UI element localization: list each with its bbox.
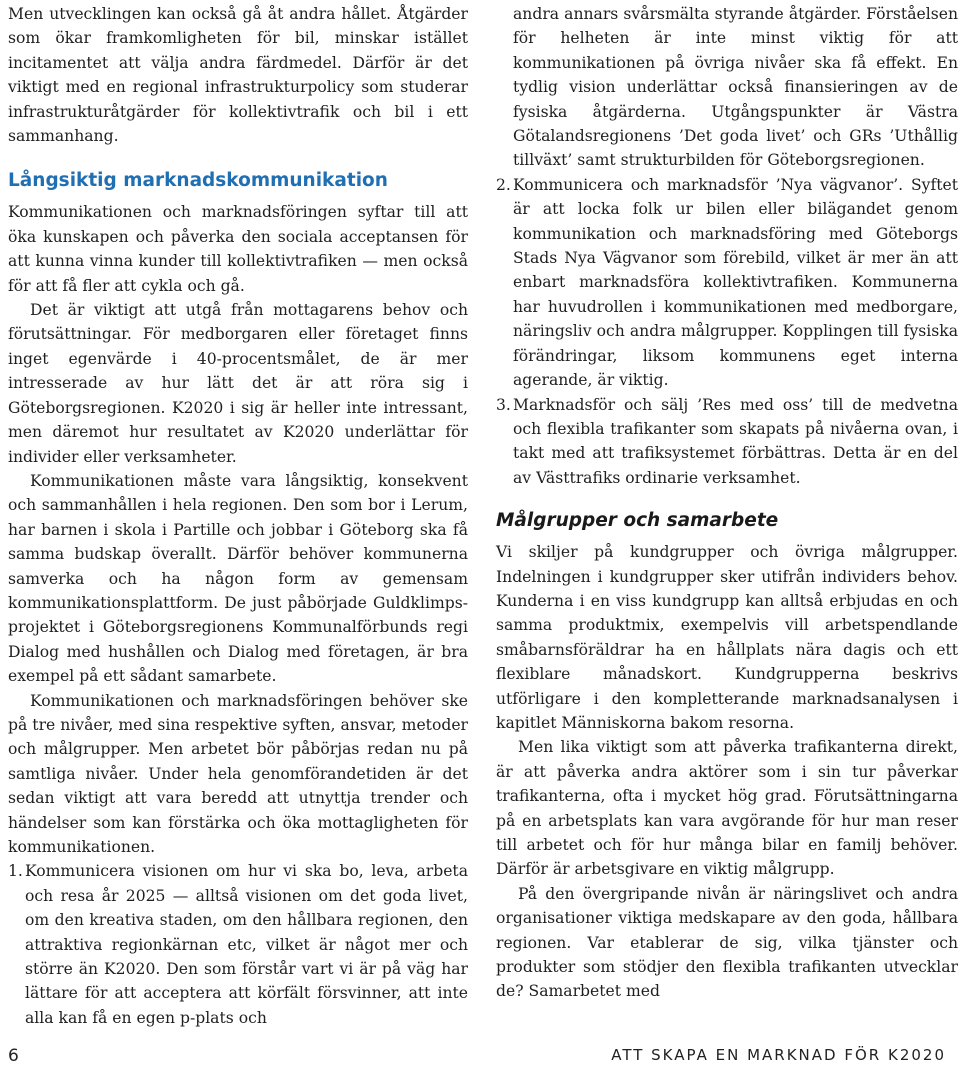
body-paragraph: Men lika viktigt som att påverka trafikanterna direkt, är att påverka andra aktörer som i sin tur påverkar trafikanterna, ofta i mycket hög grad. Förutsättningarna på en arbetsplats kan vara avgörande för hur man reser till arbetet och för hur många bilar en familj behöver. Därför är arbetsgivare en viktig målgrupp. bbox=[496, 738, 958, 879]
body-paragraph: Kommunikationen och marknadsföringen behöver ske på tre nivåer, med sina respektive syften, ansvar, metoder och målgrupper. Men arbetet bör påbörjas redan nu på samtliga nivåer. Under hela genomförandetiden är det sedan viktigt att vara beredd att utnyttja trender och händelser som kan förstärka och öka mottagligheten för kommunikationen. bbox=[8, 691, 468, 856]
running-title: ATT SKAPA EN MARKNAD FÖR K2020 bbox=[611, 1046, 946, 1064]
body-paragraph: Vi skiljer på kundgrupper och övriga målgrupper. Indelningen i kundgrupper sker utifrån individers behov. Kunderna i en viss kundgrupp kan alltså erbjudas en och samma produktmix, exempelvis vill arbetspendlande småbarnsföräldrar ha en hållplats nära dagis och ett flexiblare månadskort. Kundgrupperna beskrivs utförligare i den kompletterande marknadsanalysen i kapitlet Människorna bakom resorna. bbox=[496, 543, 958, 732]
left-column bbox=[8, 2, 468, 1030]
list-item-number: 3. bbox=[496, 395, 511, 414]
body-paragraph: Kommunikationen och marknadsföringen syftar till att öka kunskapen och påverka den sociala acceptansen för att kunna vinna kunder till kollektivtrafiken — men också för att få fler att cykla och gå. bbox=[8, 203, 468, 295]
right-column bbox=[496, 2, 958, 1004]
list-item-text: Marknadsför och sälj ’Res med oss’ till de medvetna och flexibla trafikanter som skapats på nivåerna ovan, i takt med att trafiksystemet förbättras. Detta är en del av Västtrafiks ordinarie verksamhet. bbox=[513, 395, 958, 487]
list-item bbox=[496, 393, 958, 491]
list-item-text: Kommunicera och marknadsför ’Nya vägvanor’. Syftet är att locka folk ur bilen eller bilägandet genom kommunikation och marknadsföring med Göteborgs Stads Nya Vägvanor som förebild, vilket är mer än att enbart marknadsföra kollektivtrafiken. Kommunerna har huvudrollen i kommunikationen med medborgare, näringsliv och andra målgrupper. Kopplingen till fysiska förändringar, liksom kommunens eget interna agerande, är viktig. bbox=[513, 175, 958, 390]
list-item bbox=[496, 173, 958, 393]
section-heading-marknadskommunikation: Långsiktig marknadskommunikation bbox=[8, 170, 388, 192]
list-item bbox=[496, 2, 958, 173]
body-paragraph: På den övergripande nivån är näringslivet och andra organisationer viktiga medskapare av den goda, hållbara regionen. Var etablerar de sig, vilka tjänster och produkter som stödjer den flexibla trafikanten utvecklar de? Samarbetet med bbox=[496, 884, 958, 1001]
body-paragraph: Kommunikationen måste vara långsiktig, konsekvent och sammanhållen i hela regionen. Den som bor i Lerum, har barnen i skola i Partille och jobbar i Göteborg ska få samma budskap överallt. Därför behöver kommunerna samverka och ha någon form av gemensam kommunikationsplattform. De just påbörjade Guldklimps-projektet i Göteborgsregionens Kommunalförbunds regi Dialog med hushållen och Dialog med företagen, är bra exempel på ett sådant samarbete. bbox=[8, 471, 468, 686]
list-item-number: 1. bbox=[8, 862, 23, 881]
list-item-text: Kommunicera visionen om hur vi ska bo, leva, arbeta och resa år 2025 — alltså visionen om det goda livet, om den kreativa staden, om den hållbara regionen, den attraktiva regionkärnan etc, vilket är något mer och större än K2020. Den som förstår vart vi är på väg har lättare för att acceptera att körfält försvinner, att inte alla kan få en egen p-plats och bbox=[25, 862, 468, 1027]
intro-paragraph: Men utvecklingen kan också gå åt andra hållet. Åtgärder som ökar framkomligheten för bil, minskar istället incitamentet att välja andra färdmedel. Därför är det viktigt med en regional infrastrukturpolicy som studerar infrastrukturåtgärder för kollektivtrafik och bil i ett sammanhang. bbox=[8, 5, 468, 146]
list-item bbox=[8, 859, 468, 1030]
body-paragraph: Det är viktigt att utgå från mottagarens behov och förutsättningar. För medborgaren eller företaget finns inget egenvärde i 40-procentsmålet, de är mer intresserade av hur lätt det är att röra sig i Göteborgsregionen. K2020 i sig är heller inte intressant, men däremot hur resultatet av K2020 underlättar för individer eller verksamheter. bbox=[8, 301, 468, 466]
list-item-number: 2. bbox=[496, 175, 511, 194]
numbered-list bbox=[8, 859, 468, 1030]
section-heading-malgrupper: Målgrupper och samarbete bbox=[496, 510, 779, 532]
list-item-text: andra annars svårsmälta styrande åtgärder. Förståelsen för helheten är inte minst viktig för att kommunikationen på övriga nivåer ska få effekt. En tydlig vision underlättar också finansieringen av de fysiska åtgärderna. Utgångspunkter är Västra Götalandsregionens ’Det goda livet’ och GRs ’Uthållig tillväxt’ samt strukturbilden för Göteborgsregionen. bbox=[513, 5, 958, 170]
page-number: 6 bbox=[8, 1046, 19, 1066]
numbered-list bbox=[496, 2, 958, 490]
